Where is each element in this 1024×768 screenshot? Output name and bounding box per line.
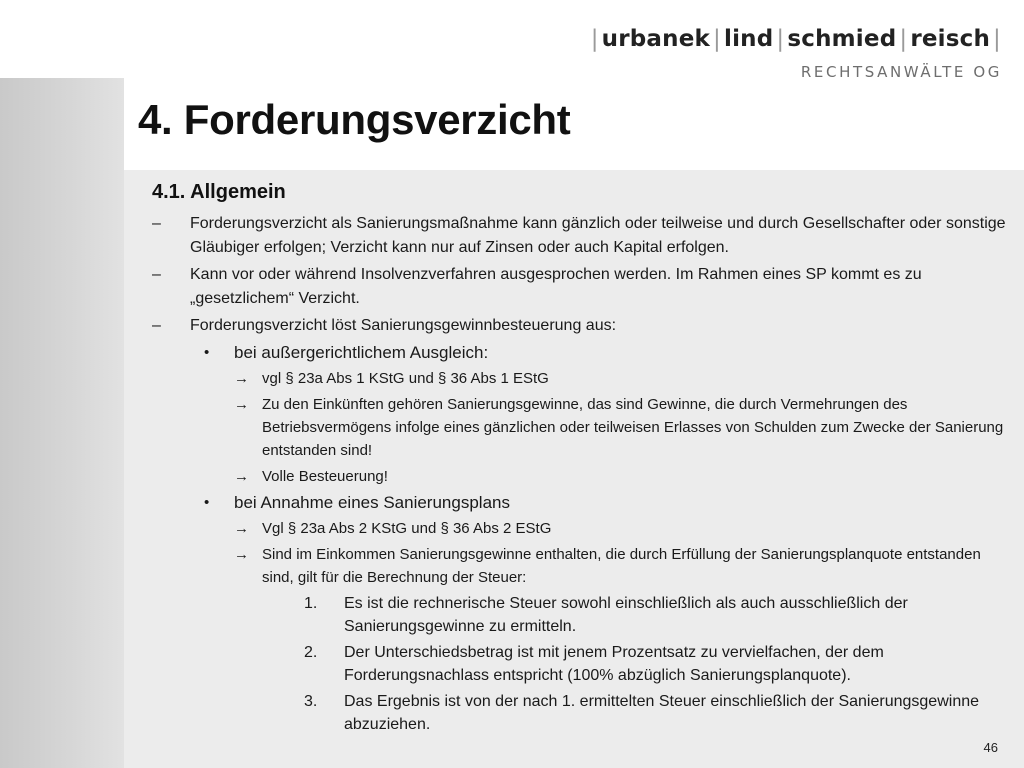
logo-part-reisch: reisch — [910, 26, 991, 52]
item-number: 3. — [304, 693, 318, 710]
arrow-right-icon: → — [234, 520, 249, 537]
case-item: • bei Annahme eines Sanierungsplans — [148, 491, 1008, 515]
bullet-icon: • — [204, 494, 210, 511]
firm-logo: | urbanek | lind | schmied | reisch | — [590, 26, 1001, 52]
list-item: – Kann vor oder während Insolvenzverfahren ausgesprochen werden. Im Rahmen eines SP kommt es zu „gesetzlichem“ Verzicht. — [148, 263, 1008, 311]
arrow-right-icon: → — [234, 546, 249, 563]
arrow-item: → vgl § 23a Abs 1 KStG und § 36 Abs 1 EStG — [148, 367, 1008, 390]
numbered-item: 1. Es ist die rechnerische Steuer sowohl einschließlich als auch ausschließlich der Sanierungsgewinne zu ermitteln. — [148, 592, 1008, 638]
dash-marker-icon: – — [152, 215, 161, 232]
arrow-item: → Vgl § 23a Abs 2 KStG und § 36 Abs 2 EStG — [148, 517, 1008, 540]
arrow-right-icon: → — [234, 370, 249, 387]
arrow-item: → Zu den Einkünften gehören Sanierungsgewinne, das sind Gewinne, die durch Vermehrungen des Betriebsvermögens infolge eines gänzlichen oder teilweisen Erlasses von Schulden zum Zwecke der Sanierung entstanden sind! — [148, 393, 1008, 462]
item-number: 2. — [304, 644, 318, 661]
arrow-item: → Volle Besteuerung! — [148, 465, 1008, 488]
logo-part-schmied: schmied — [787, 26, 897, 52]
page-number: 46 — [983, 740, 998, 755]
logo-part-urbanek: urbanek — [601, 26, 711, 52]
firm-subtitle: RECHTSANWÄLTE OG — [800, 63, 1002, 81]
page-title: 4. Forderungsverzicht — [138, 96, 571, 143]
slide-body — [148, 212, 1008, 739]
logo-part-lind: lind — [723, 26, 774, 52]
arrow-item: → Sind im Einkommen Sanierungsgewinne enthalten, die durch Erfüllung der Sanierungsplanquote entstanden sind, gilt für die Berechnung der Steuer: — [148, 543, 1008, 589]
decorative-left-band — [0, 78, 124, 768]
numbered-item: 3. Das Ergebnis ist von der nach 1. ermittelten Steuer einschließlich der Sanierungsgewinne abzuziehen. — [148, 690, 1008, 736]
list-item: – Forderungsverzicht als Sanierungsmaßnahme kann gänzlich oder teilweise und durch Gesellschafter oder sonstige Gläubiger erfolgen; Verzicht kann nur auf Zinsen oder auch Kapital erfolgen. — [148, 212, 1008, 260]
arrow-right-icon: → — [234, 396, 249, 413]
arrow-right-icon: → — [234, 468, 249, 485]
dash-marker-icon: – — [152, 317, 161, 334]
bullet-icon: • — [204, 344, 210, 361]
section-heading: 4.1. Allgemein — [152, 181, 286, 203]
case-item: • bei außergerichtlichem Ausgleich: — [148, 341, 1008, 365]
dash-marker-icon: – — [152, 266, 161, 283]
numbered-item: 2. Der Unterschiedsbetrag ist mit jenem Prozentsatz zu vervielfachen, der dem Forderungsnachlass entspricht (100% abzüglich Sanierungsplanquote). — [148, 641, 1008, 687]
list-item: – Forderungsverzicht löst Sanierungsgewinnbesteuerung aus: — [148, 314, 1008, 338]
item-number: 1. — [304, 595, 318, 612]
